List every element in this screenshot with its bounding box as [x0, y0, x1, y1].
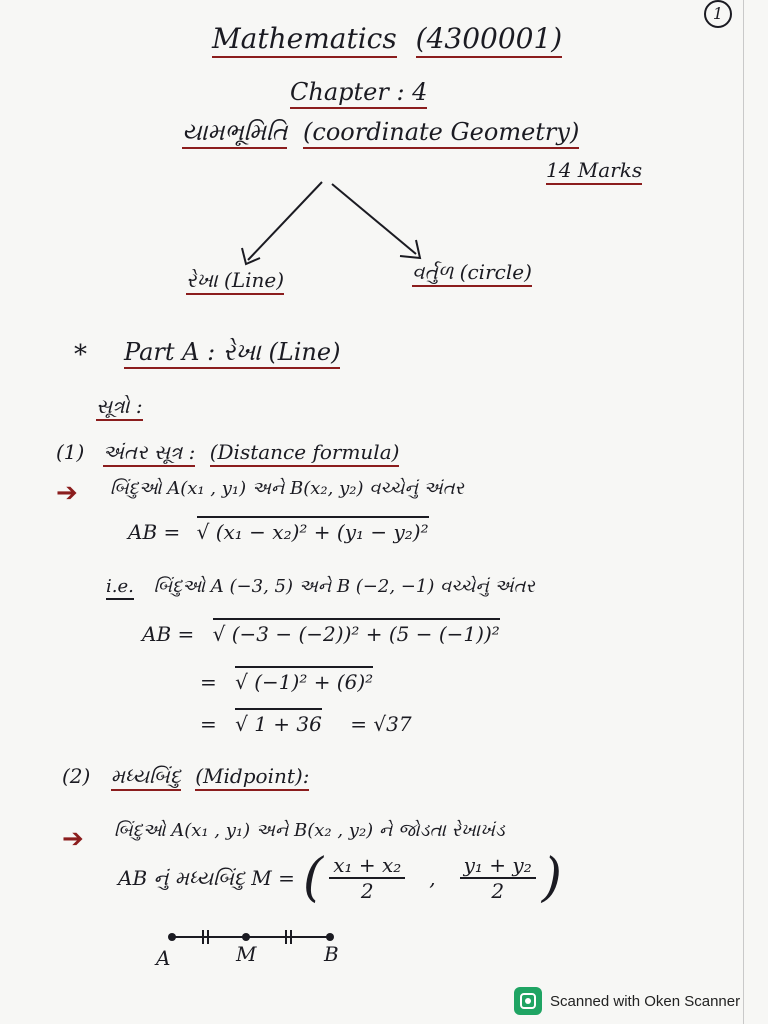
star-bullet: *	[74, 340, 87, 370]
distance-heading	[56, 440, 399, 464]
distance-step-3	[200, 712, 412, 736]
distance-step-1	[142, 622, 500, 646]
midpoint-lhs: AB નું મધ્યબિંદુ M =	[118, 866, 295, 890]
fraction-comma: ,	[429, 866, 436, 890]
step1-rhs: √ (−3 − (−2))² + (5 − (−1))²	[213, 618, 500, 646]
distance-title-gujarati: અંતર સૂત્ર :	[103, 440, 196, 467]
topic-heading	[182, 118, 579, 146]
fraction-x-numerator: x₁ + x₂	[329, 853, 405, 879]
step1-lhs: AB =	[142, 622, 195, 646]
diagram-label-m: M	[236, 942, 257, 966]
midpoint-title-gujarati: મધ્યબિંદુ	[111, 764, 181, 791]
fraction-x	[329, 853, 405, 903]
marks-label: 14 Marks	[546, 158, 642, 185]
page-edge	[743, 0, 744, 1024]
chapter-heading: Chapter : 4	[290, 78, 427, 109]
example-statement: બિંદુઓ A (−3, 5) અને B (−2, −1) વચ્ચેનું અંતર	[153, 576, 535, 597]
page-number: 1	[704, 0, 732, 28]
ie-label: i.e.	[106, 576, 134, 600]
close-paren: )	[541, 848, 563, 908]
midpoint-heading	[62, 764, 309, 788]
step3-result: = √37	[350, 712, 412, 736]
distance-title-english: (Distance formula)	[210, 440, 400, 467]
topic-english: (coordinate Geometry)	[303, 118, 579, 149]
step2-rhs: √ (−1)² + (6)²	[235, 666, 373, 694]
scanner-logo-icon	[514, 987, 542, 1015]
distance-formula-rhs: √ (x₁ − x₂)² + (y₁ − y₂)²	[197, 516, 429, 544]
formulas-label: સૂત્રો :	[96, 394, 143, 421]
open-paren: (	[302, 848, 324, 908]
branch-circle: વર્તુળ (circle)	[412, 260, 532, 287]
subject-name: Mathematics	[212, 22, 397, 58]
branch-arrows	[230, 178, 430, 270]
fraction-x-denominator: 2	[360, 879, 374, 903]
distance-statement: બિંદુઓ A(x₁ , y₁) અને B(x₂, y₂) વચ્ચેનું અંતર	[110, 478, 464, 499]
branch-line: રેખા (Line)	[186, 268, 284, 295]
step3-lhs: =	[200, 712, 217, 736]
distance-step-2	[200, 670, 373, 694]
part-a-title: Part A : રેખા (Line)	[124, 338, 340, 369]
example-line	[106, 576, 535, 597]
scanner-badge	[514, 986, 740, 1016]
topic-gujarati: યામભૂમિતિ	[182, 118, 287, 149]
midpoint-number: (2)	[62, 764, 91, 788]
step2-lhs: =	[200, 670, 217, 694]
diagram-label-b: B	[324, 942, 339, 966]
fraction-y-numerator: y₁ + y₂	[460, 853, 536, 879]
midpoint-statement: બિંદુઓ A(x₁ , y₁) અને B(x₂ , y₂) ને જોડતા રેખાખંડ	[114, 820, 505, 841]
distance-formula	[128, 520, 429, 544]
scanner-text: Scanned with Oken Scanner	[550, 992, 741, 1010]
distance-formula-lhs: AB =	[128, 520, 181, 544]
step3-rhs: √ 1 + 36	[235, 708, 322, 736]
arrow-right-icon: ➔	[56, 478, 78, 508]
diagram-label-a: A	[156, 946, 171, 970]
midpoint-title-english: (Midpoint):	[195, 764, 309, 791]
arrow-right-icon-2: ➔	[62, 824, 84, 854]
fraction-y-denominator: 2	[491, 879, 505, 903]
midpoint-formula	[118, 848, 562, 908]
fraction-y	[460, 853, 536, 903]
subject-code: (4300001)	[416, 22, 563, 58]
subject-title	[212, 22, 562, 55]
distance-number: (1)	[56, 440, 85, 464]
